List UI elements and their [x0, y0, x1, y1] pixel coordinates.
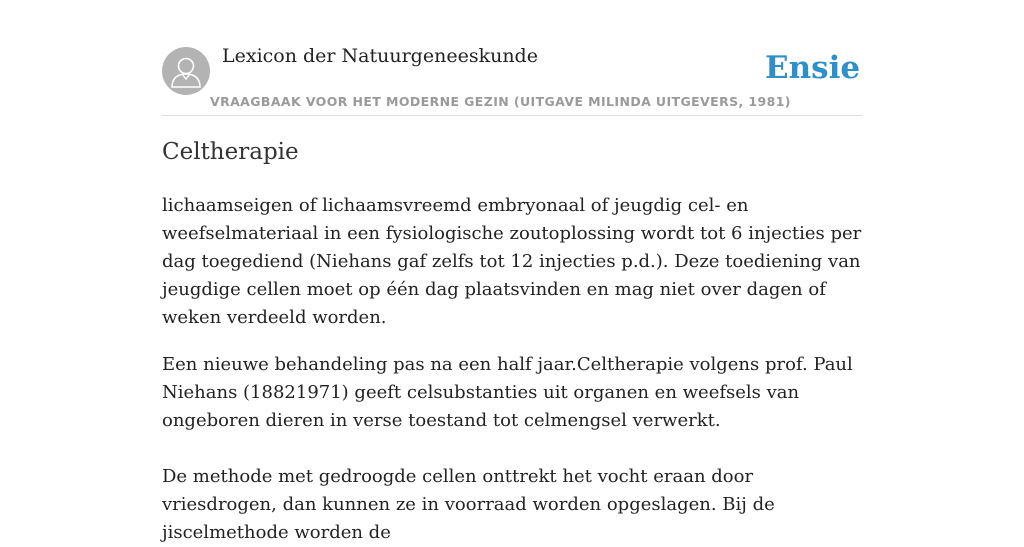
entry-paragraph: lichaamseigen of lichaamsvreemd embryonaal of jeugdig cel- en weefselmateriaal in een fysiologische zoutoplossing wordt tot 6 injecties per dag toegediend (Niehans gaf zelfs tot 12 injecties p.d.). Deze toediening van jeugdige cellen moet op één dag plaatsvinden en mag niet over dagen of weken verdeeld worden. — [162, 195, 862, 328]
source-subtitle: VRAAGBAAK VOOR HET MODERNE GEZIN (UITGAVE MILINDA UITGEVERS, 1981) — [210, 94, 791, 109]
ensie-logo[interactable]: Ensie — [765, 50, 861, 86]
entry-paragraph: De methode met gedroogde cellen onttrekt het vocht eraan door vriesdrogen, dan kunnen ze in voorraad worden opgeslagen. Bij de jiscelmethode worden de — [162, 466, 775, 543]
entry-content — [162, 192, 862, 547]
source-avatar[interactable] — [162, 47, 210, 95]
user-silhouette-icon — [162, 47, 210, 95]
source-title[interactable]: Lexicon der Natuurgeneeskunde — [222, 45, 538, 67]
header-divider — [162, 115, 862, 116]
entry-title: Celtherapie — [162, 139, 299, 165]
entry-paragraph: Een nieuwe behandeling pas na een half jaar.Celtherapie volgens prof. Paul Niehans (18821971) geeft celsubstanties uit organen en weefsels van ongeboren dieren in verse toestand tot celmengsel verwerkt. — [162, 354, 853, 431]
